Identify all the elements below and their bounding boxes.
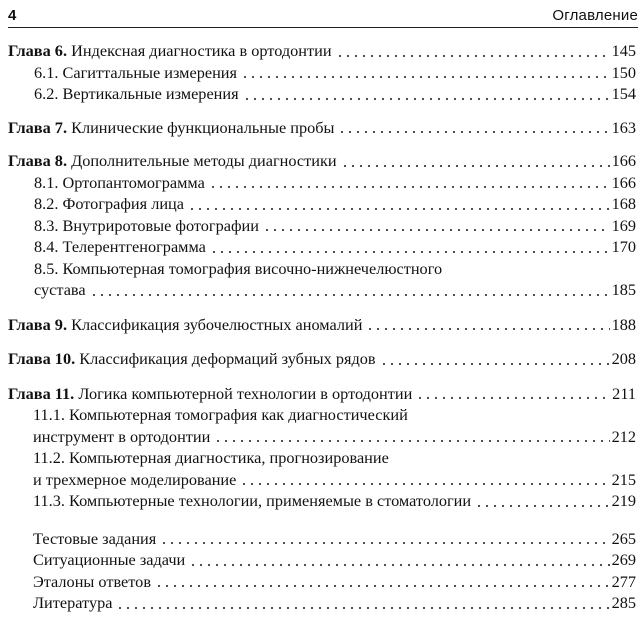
chapter-title: Логика компьютерной технологии в ортодонтии	[78, 383, 413, 403]
section-title: 8.2. Фотография лица	[34, 194, 184, 213]
section-title: Ситуационные задачи	[33, 550, 186, 569]
section-title: Эталоны ответов	[33, 571, 152, 591]
chapter-label: Глава 11.	[8, 383, 75, 403]
chapter-title: Клинические функциональные пробы	[71, 117, 335, 137]
page-ref: 211	[612, 383, 636, 403]
page-ref: 170	[611, 237, 636, 256]
chapter-label: Глава 10.	[8, 349, 76, 368]
page-ref: 185	[611, 280, 636, 299]
toc-entry-literature	[8, 592, 636, 614]
chapter-label: Глава 9.	[8, 314, 68, 334]
dot-leader	[188, 208, 610, 210]
page-ref: 188	[611, 314, 636, 334]
dot-leader	[380, 363, 610, 365]
toc-entry-section-8-1	[8, 172, 636, 194]
chapter-title: Классификация деформаций зубных рядов	[79, 349, 376, 368]
toc-entry-section-8-3	[8, 215, 636, 237]
dot-leader	[210, 251, 610, 253]
toc-entry-section-6-2	[8, 83, 636, 105]
chapter-label: Глава 8.	[8, 151, 68, 170]
page-ref: 168	[611, 194, 636, 213]
page-ref: 154	[611, 84, 636, 103]
toc-entry-chapter-7	[8, 117, 636, 139]
page-header	[8, 5, 638, 28]
toc-entry-section-8-4	[8, 236, 636, 258]
page-ref: 150	[611, 62, 636, 82]
dot-leader	[241, 76, 610, 78]
page-ref: 215	[611, 469, 636, 489]
dot-leader	[214, 440, 609, 442]
page-ref: 285	[611, 593, 636, 612]
toc-entry-chapter-9	[8, 314, 636, 336]
section-title: 8.4. Телерентгенограмма	[34, 237, 206, 256]
toc-entry-section-8-2	[8, 193, 636, 215]
dot-leader	[341, 165, 610, 167]
page-ref: 219	[611, 491, 636, 510]
toc-entry-answers	[8, 571, 636, 593]
section-title-cont: инструмент в ортодонтии	[33, 426, 211, 446]
toc-entry-section-11-3	[8, 490, 636, 512]
page-ref: 212	[611, 426, 636, 446]
section-title: 6.2. Вертикальные измерения	[34, 84, 239, 103]
running-title: Оглавление	[552, 7, 638, 24]
page-ref: 277	[611, 571, 636, 591]
page-ref: 166	[611, 172, 636, 192]
section-title: 6.1. Сагиттальные измерения	[34, 62, 237, 82]
section-title: Литература	[33, 593, 113, 612]
dot-leader	[116, 607, 609, 609]
chapter-title: Дополнительные методы диагностики	[71, 151, 337, 170]
page-ref: 166	[611, 151, 636, 170]
dot-leader	[155, 585, 610, 587]
toc-entry-chapter-6	[8, 40, 636, 62]
toc-entry-section-11-1	[8, 426, 636, 448]
page-ref: 269	[611, 550, 636, 569]
section-title: 8.3. Внутриротовые фотографии	[34, 215, 259, 235]
dot-leader	[160, 542, 609, 544]
chapter-label: Глава 7.	[8, 117, 68, 137]
section-title: 11.3. Компьютерные технологии, применяемые в стоматологии	[33, 491, 472, 510]
dot-leader	[416, 397, 610, 399]
chapter-title: Индексная диагностика в ортодонтии	[71, 41, 332, 60]
page-ref: 265	[611, 528, 636, 548]
section-title-cont: сустава	[34, 280, 86, 299]
chapter-title: Классификация зубочелюстных аномалий	[71, 314, 363, 334]
toc-entry-section-11-2	[8, 469, 636, 491]
dot-leader	[475, 505, 609, 507]
dot-leader	[263, 229, 610, 231]
toc-entry-situations	[8, 549, 636, 571]
toc-entry-chapter-11	[8, 383, 636, 405]
page-ref: 169	[611, 215, 636, 235]
section-title-cont: и трехмерное моделирование	[33, 469, 237, 489]
toc-entry-section-6-1	[8, 62, 636, 84]
dot-leader	[209, 186, 610, 188]
page-ref: 163	[611, 117, 636, 137]
chapter-label: Глава 6.	[8, 41, 68, 60]
section-title-line: 11.2. Компьютерная диагностика, прогнозирование	[33, 448, 389, 467]
toc-entry-chapter-10	[8, 348, 636, 370]
toc-entry-tests	[8, 528, 636, 550]
section-title: Тестовые задания	[33, 528, 157, 548]
section-title-line: 11.1. Компьютерная томография как диагностический	[33, 405, 408, 424]
page-number: 4	[8, 7, 17, 24]
section-title: 8.1. Ортопантомограмма	[34, 172, 205, 192]
dot-leader	[336, 55, 610, 57]
dot-leader	[366, 328, 609, 330]
dot-leader	[90, 294, 610, 296]
dot-leader	[338, 131, 609, 133]
page-ref: 145	[611, 41, 636, 60]
page-ref: 208	[611, 349, 636, 368]
dot-leader	[243, 98, 610, 100]
dot-leader	[189, 564, 609, 566]
dot-leader	[240, 483, 609, 485]
toc-entry-section-8-5	[8, 279, 636, 301]
table-of-contents	[8, 40, 636, 614]
toc-entry-chapter-8	[8, 150, 636, 172]
section-title-line: 8.5. Компьютерная томография височно-нижнечелюстного	[34, 258, 443, 278]
